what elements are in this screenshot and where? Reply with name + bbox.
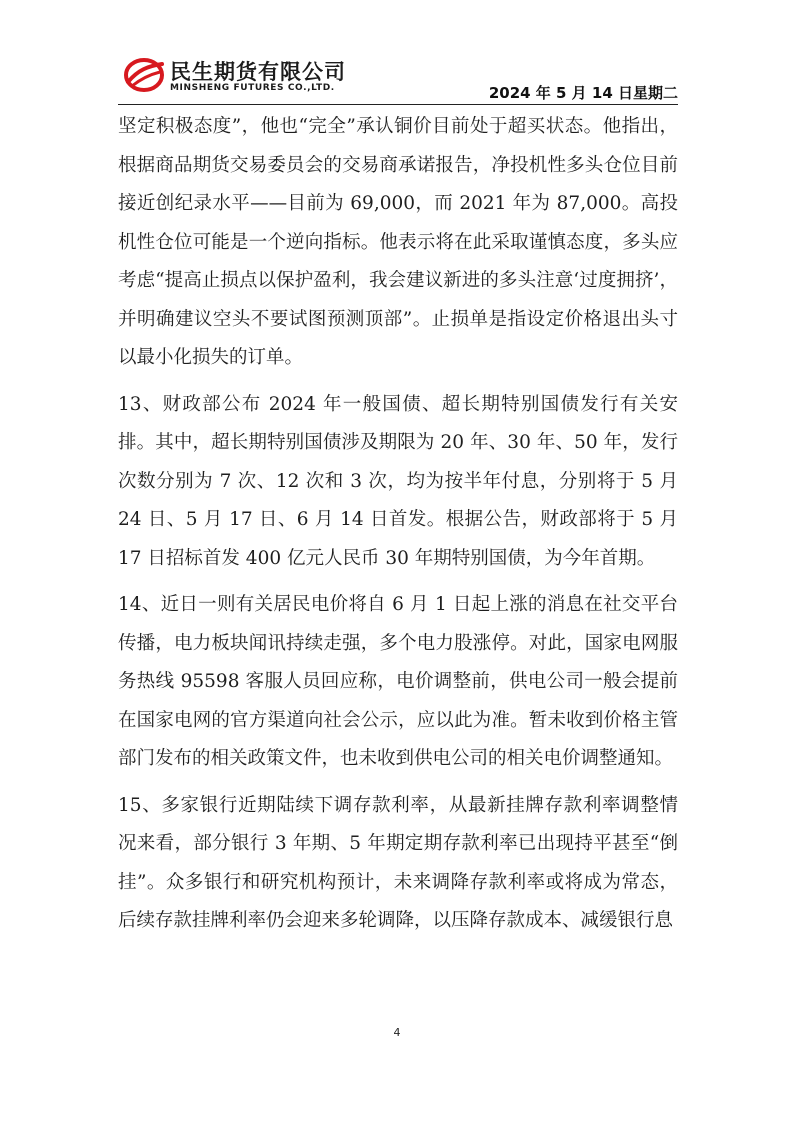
article-body — [118, 108, 678, 949]
logo-chinese-name: 民生期货有限公司 — [170, 60, 346, 84]
paragraph-continuation: 坚定积极态度”，他也“完全”承认铜价目前处于超买状态。他指出，根据商品期货交易委员会的交易商承诺报告，净投机性多头仓位目前接近创纪录水平——目前为 69,000，而 2021 年为 87,000。高投机性仓位可能是一个逆向指标。他表示将在此采取谨慎态度，多头应考虑“提高止损点以保护盈利，我会建议新进的多头注意‘过度拥挤’，并明确建议空头不要试图预测顶部”。止损单是指设定价格退出头寸以最小化损失的订单。 — [118, 116, 678, 368]
page-header — [118, 52, 678, 108]
page-number: 4 — [393, 1026, 401, 1039]
minsheng-logo-icon — [124, 58, 164, 92]
company-logo — [118, 52, 378, 100]
report-date: 2024 年 5 月 14 日星期二 — [488, 84, 678, 102]
logo-english-name: MINSHENG FUTURES CO.,LTD. — [170, 83, 335, 93]
paragraph-item-13: 13、财政部公布 2024 年一般国债、超长期特别国债发行有关安排。其中，超长期特别国债涉及期限为 20 年、30 年、50 年，发行次数分别为 7 次、12 次和 3 次，均为按半年付息，分别将于 5 月 24 日、5 月 17 日、6 月 14 日首发。根据公告，财政部将于 5 月 17 日招标首发 400 亿元人民币 30 年期特别国债，为今年首期。 — [118, 393, 678, 569]
header-divider — [118, 104, 678, 105]
paragraph-item-14: 14、近日一则有关居民电价将自 6 月 1 日起上涨的消息在社交平台传播，电力板块闻讯持续走强，多个电力股涨停。对此，国家电网服务热线 95598 客服人员回应称，电价调整前，供电公司一般会提前在国家电网的官方渠道向社会公示，应以此为准。暂未收到价格主管部门发布的相关政策文件，也未收到供电公司的相关电价调整通知。 — [118, 594, 678, 769]
paragraph-item-15: 15、多家银行近期陆续下调存款利率，从最新挂牌存款利率调整情况来看，部分银行 3 年期、5 年期定期存款利率已出现持平甚至“倒挂”。众多银行和研究机构预计，未来调降存款利率或将成为常态，后续存款挂牌利率仍会迎来多轮调降，以压降存款成本、减缓银行息 — [118, 794, 678, 931]
